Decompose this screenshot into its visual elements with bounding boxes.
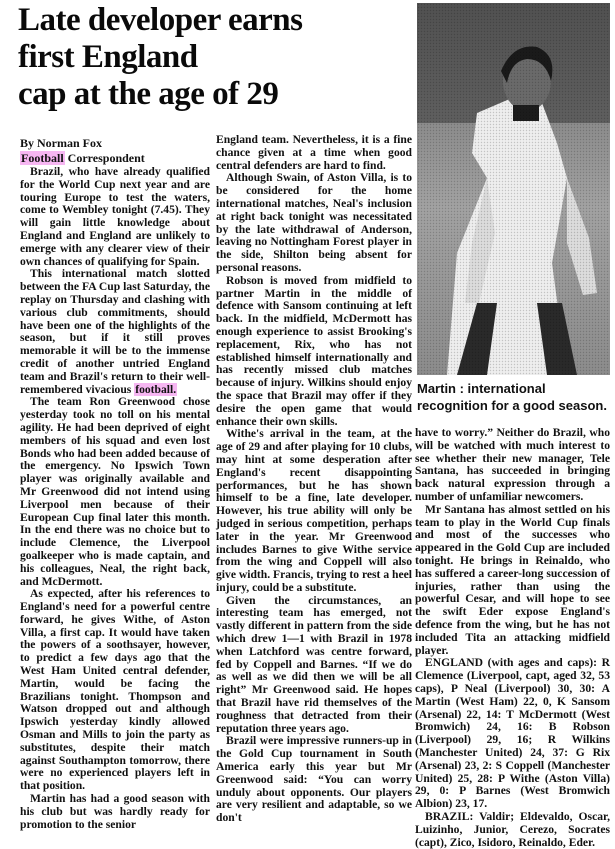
team-label: BRAZIL: [425, 809, 474, 823]
lineup-text: R Clemence (Liverpool, capt, aged 32, 53 caps), P Neal (Liverpool) 30, 30: A Martin (West Ham) 22, 0, K Sansom (Arsenal) 22, 14: T McDermott (West Bromwich) 24, 16: B Robson (Liverpool) 29, 16; R Wilkins (Manchester United) 24, 37: G Rix (Arsenal) 23, 2: S Coppell (Manchester United) 25, 28: P Withe (Aston Villa) 29, 0: P Barnes (West Bromwich Albion) 23, 17. [415, 656, 611, 811]
team-label: ENGLAND [425, 656, 483, 670]
byline-author: By Norman Fox [20, 136, 102, 150]
paragraph: The team Ron Greenwood chose yesterday took no toll on his mental agility. He had been deprived of eight members of his squad and even lost Bonds who had been added because of the emergency. No Ipswich Town player was originally available and Mr Greenwood did not intend using Liverpool men because of their European Cup final later this month. In the end there was no choice but to include Clemence, the Liverpool goalkeeper who is made captain, and his colleagues, Neal, the right back, and McDermott. [20, 395, 210, 588]
paragraph: Robson is moved from midfield to partner Martin in the middle of defence with Sansom continuing at left back. In the midfield, McDermott has enough experience to assist Brooking's replacement, Rix, who has not established himself internationally and has recently missed club matches because of injury. Wilkins should enjoy the space that Brazil may offer if they desire the open game that would enhance their own skills. [216, 273, 412, 428]
paragraph: have to worry.” Neither do Brazil, who will be watched with much interest to see whether their new manager, Tele Santana, has succeeded in bringing back natural expression through a number of unfamiliar newcomers. [415, 426, 610, 503]
article-column-1 [20, 165, 210, 831]
headline [18, 2, 408, 113]
player-photo [417, 3, 610, 375]
article-column-3 [415, 426, 611, 849]
team-lineup-england [415, 657, 610, 811]
headline-line: first England [18, 39, 198, 75]
paragraph: Martin has had a good season with his club but was hardly ready for promotion to the senior [20, 792, 210, 831]
paragraph: Withe's arrival in the team, at the age of 29 and after playing for 10 clubs, may hint at some desperation after England's recent disappointing performances, but he has shown himself to be a fine, late developer. However, his true ability will only be judged in serious competition, perhaps later in the year. Mr Greenwood includes Barnes to give Withe service from the wing and Coppell will also give width. Francis, trying to rest a heel injury, could be a substitute. [216, 427, 412, 594]
article-column-2 [216, 133, 412, 825]
team-note: (with ages and caps): [487, 656, 597, 670]
highlighted-section: Football [21, 151, 64, 165]
highlighted-word: football. [135, 382, 177, 396]
paragraph-text: This international match slotted between the FA Cup last Saturday, the replay on Thursday and clashing with various club commitments, should have been one of the highlights of the season, but if it still proves memorable it will be to the immense credit of another untried England team and Brazil's return to their well-remembered vivacious [20, 267, 210, 396]
paragraph: As expected, after his references to England's need for a powerful centre forward, he gives Withe, of Aston Villa, a first cap. It would have taken the powers of a soothsayer, however, to predict a few days ago that the West Ham United central defender, Martin, would be facing the Brazilians tonight. Thompson and Watson dropped out and although Ipswich yesterday kindly allowed Osman and Mills to join the party as substitutes, despite their match against Southampton tomorrow, there were no experienced players left in that position. [20, 587, 210, 793]
paragraph: Mr Santana has almost settled on his team to play in the World Cup finals and most of the successes who appeared in the Gold Cup are included tonight. He brings in Reinaldo, who has suffered a career-long succession of injuries, rather than using the powerful Cesar, and will hope to see the swift Eder expose England's defence from the wing, but he has not included Tita an attacking midfield player. [415, 502, 610, 657]
lineup-text: Valdir; Eldevaldo, Oscar, Luizinho, Junior, Cerezo, Socrates (capt), Zico, Isidoro, Reinaldo, Eder. [415, 809, 610, 849]
team-lineup-brazil [415, 811, 610, 849]
paragraph: Brazil, who have already qualified for the World Cup next year and are touring Europe to test the waters, come to Wembley tonight (7.45). They will gain little knowledge about England and England are unlikely to emerge with any clearer view of their own chances of qualifying for Spain. [20, 165, 210, 268]
byline-role-line [20, 151, 210, 166]
paragraph: Although Swain, of Aston Villa, is to be considered for the home international matches, Neal's inclusion at right back tonight was necessitated by the late withdrawal of Anderson, leaving no Nottingham Forest player in the side, Shilton being absent for personal reasons. [216, 171, 412, 274]
paragraph: Given the circumstances, an interesting team has emerged, not vastly different in pattern from the side which drew 1—1 with Brazil in 1978 when Latchford was centre forward, fed by Coppell and Barnes. “If we do as well as we did then we will be all right” Mr Greenwood said. He hopes that Brazil have rid themselves of the roughness that detracted from their reputation three years ago. [216, 593, 412, 735]
headline-line: Late developer earns [18, 2, 303, 38]
byline [20, 136, 210, 166]
photo-caption: Martin : international recognition for a good season. [417, 381, 607, 413]
headline-line: cap at the age of 29 [18, 76, 279, 112]
player-photo-illustration [417, 3, 610, 375]
paragraph: England team. Nevertheless, it is a fine chance given at a time when good central defenders are hard to find. [216, 133, 412, 172]
paragraph: Brazil were impressive runners-up in the Gold Cup tournament in South America early this year but Mr Greenwood said: “You can worry unduly about opponents. Our players are very resilient and adaptable, so we don't [216, 734, 412, 825]
byline-role: Correspondent [67, 151, 145, 165]
paragraph [20, 268, 210, 396]
